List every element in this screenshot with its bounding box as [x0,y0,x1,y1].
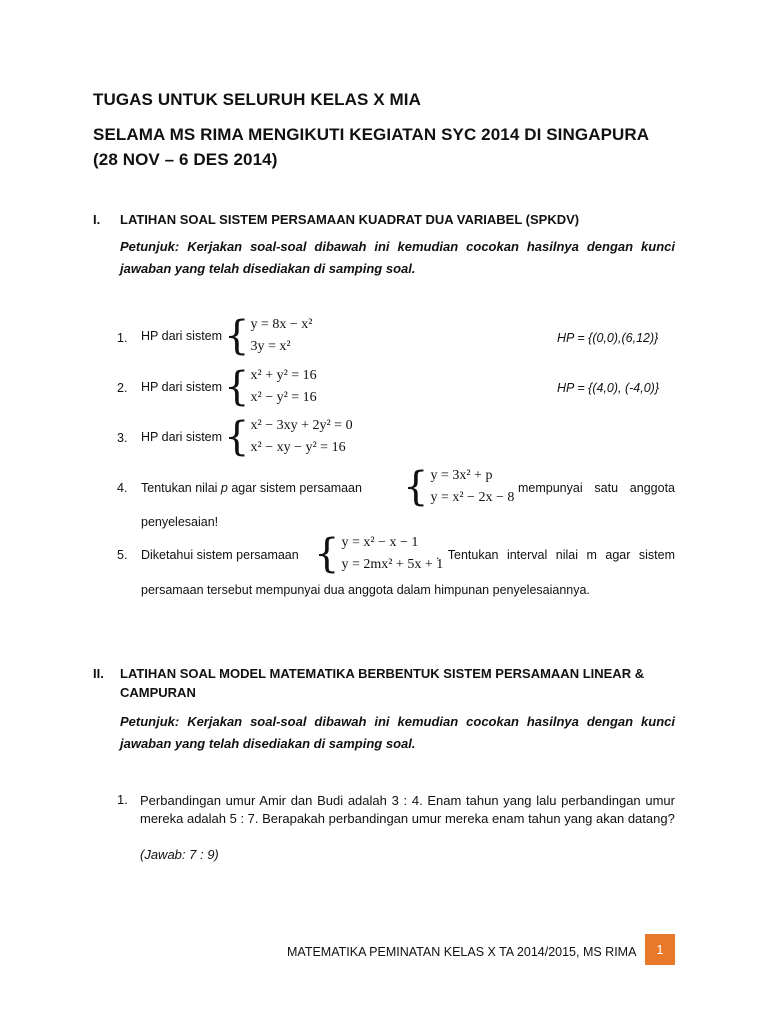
s1-item3-number: 3. [117,431,128,445]
equation: x² − 3xy + 2y² = 0 [250,418,353,433]
section1-heading: LATIHAN SOAL SISTEM PERSAMAAN KUADRAT DUA VARIABEL (SPKDV) [120,212,580,227]
left-brace-icon: { [403,464,429,510]
s1-item3-system [141,415,353,459]
left-brace-icon: { [224,414,250,460]
section2-number: II. [93,666,104,681]
s1-item1-system [141,314,313,358]
doc-subtitle-line1: SELAMA MS RIMA MENGIKUTI KEGIATAN SYC 2014 DI SINGAPURA [93,125,650,144]
equation: 3y = x² [250,339,291,354]
s1-item5-system [314,532,443,576]
doc-subtitle-line2: (28 NOV – 6 DES 2014) [93,150,278,169]
s1-item4-prefix [141,481,362,495]
s1-item3-equations [251,415,353,459]
section1-number: I. [93,212,101,227]
doc-title: TUGAS UNTUK SELURUH KELAS X MIA [93,90,421,109]
s2-item1-text: Perbandingan umur Amir dan Budi adalah 3 : 4. Enam tahun yang lalu perbandingan umur mereka adalah 5 : 7. Berapakah perbandingan umur mereka enam tahun yang akan datang? [140,793,675,826]
equation: y = 8x − x² [250,317,313,332]
s1-item4-equations [430,465,514,509]
equation: y = x² − 2x − 8 [430,490,515,505]
s1-item3-label: HP dari sistem [141,430,223,444]
s1-item5-number: 5. [117,548,128,562]
s1-item5-equations [341,532,443,576]
left-brace-icon: { [224,313,250,359]
s1-item2-equations [251,365,317,409]
equation: y = 3x² + p [430,468,493,483]
page-number: 1 [645,934,675,965]
s1-item1-number: 1. [117,331,128,345]
equation: x² − xy − y² = 16 [250,440,346,455]
s1-item2-answer: HP = {(4,0), (-4,0)} [557,381,660,395]
section1-instruction: Petunjuk: Kerjakan soal-soal dibawah ini kemudian cocokan hasilnya dengan kunci jawaban yang telah disediakan di samping soal. [120,239,675,276]
s1-item2-system [141,365,317,409]
s1-item5-continuation: persamaan tersebut mempunyai dua anggota dalam himpunan penyelesaiannya. [141,583,590,597]
s2-item1-answer: (Jawab: 7 : 9) [140,847,219,862]
s1-item4-prefix-a: Tentukan nilai [141,481,221,495]
s1-item1-label: HP dari sistem [141,329,223,343]
section2-heading-line2: CAMPURAN [120,685,196,700]
footer-text: MATEMATIKA PEMINATAN KELAS X TA 2014/2015, MS RIMA [287,945,637,959]
equation: y = x² − x − 1 [341,535,419,550]
s1-item4-variable: p [220,481,228,495]
s1-item4-continuation: penyelesaian! [141,515,219,529]
s1-item1-equations [251,314,313,358]
s1-item4-system [403,465,514,509]
s2-item1-number: 1. [117,792,128,807]
s1-item1-answer: HP = {(0,0),(6,12)} [557,331,659,345]
s1-item4-prefix-b: agar sistem persamaan [227,481,362,495]
equation: x² + y² = 16 [250,368,317,383]
s1-item2-number: 2. [117,381,128,395]
left-brace-icon: { [314,531,340,577]
s1-item5-suffix: . Tentukan interval nilai m agar sistem [436,548,675,562]
s1-item2-label: HP dari sistem [141,380,223,394]
equation: y = 2mx² + 5x + 1 [341,557,444,572]
section2-instruction: Petunjuk: Kerjakan soal-soal dibawah ini kemudian cocokan hasilnya dengan kunci jawaban yang telah disediakan di samping soal. [120,714,675,751]
s1-item4-suffix: mempunyai satu anggota [518,481,675,495]
equation: x² − y² = 16 [250,390,317,405]
s1-item5-prefix: Diketahui sistem persamaan [141,548,299,562]
left-brace-icon: { [224,364,250,410]
s1-item4-number: 4. [117,481,128,495]
section2-heading-line1: LATIHAN SOAL MODEL MATEMATIKA BERBENTUK SISTEM PERSAMAAN LINEAR & [120,666,645,681]
